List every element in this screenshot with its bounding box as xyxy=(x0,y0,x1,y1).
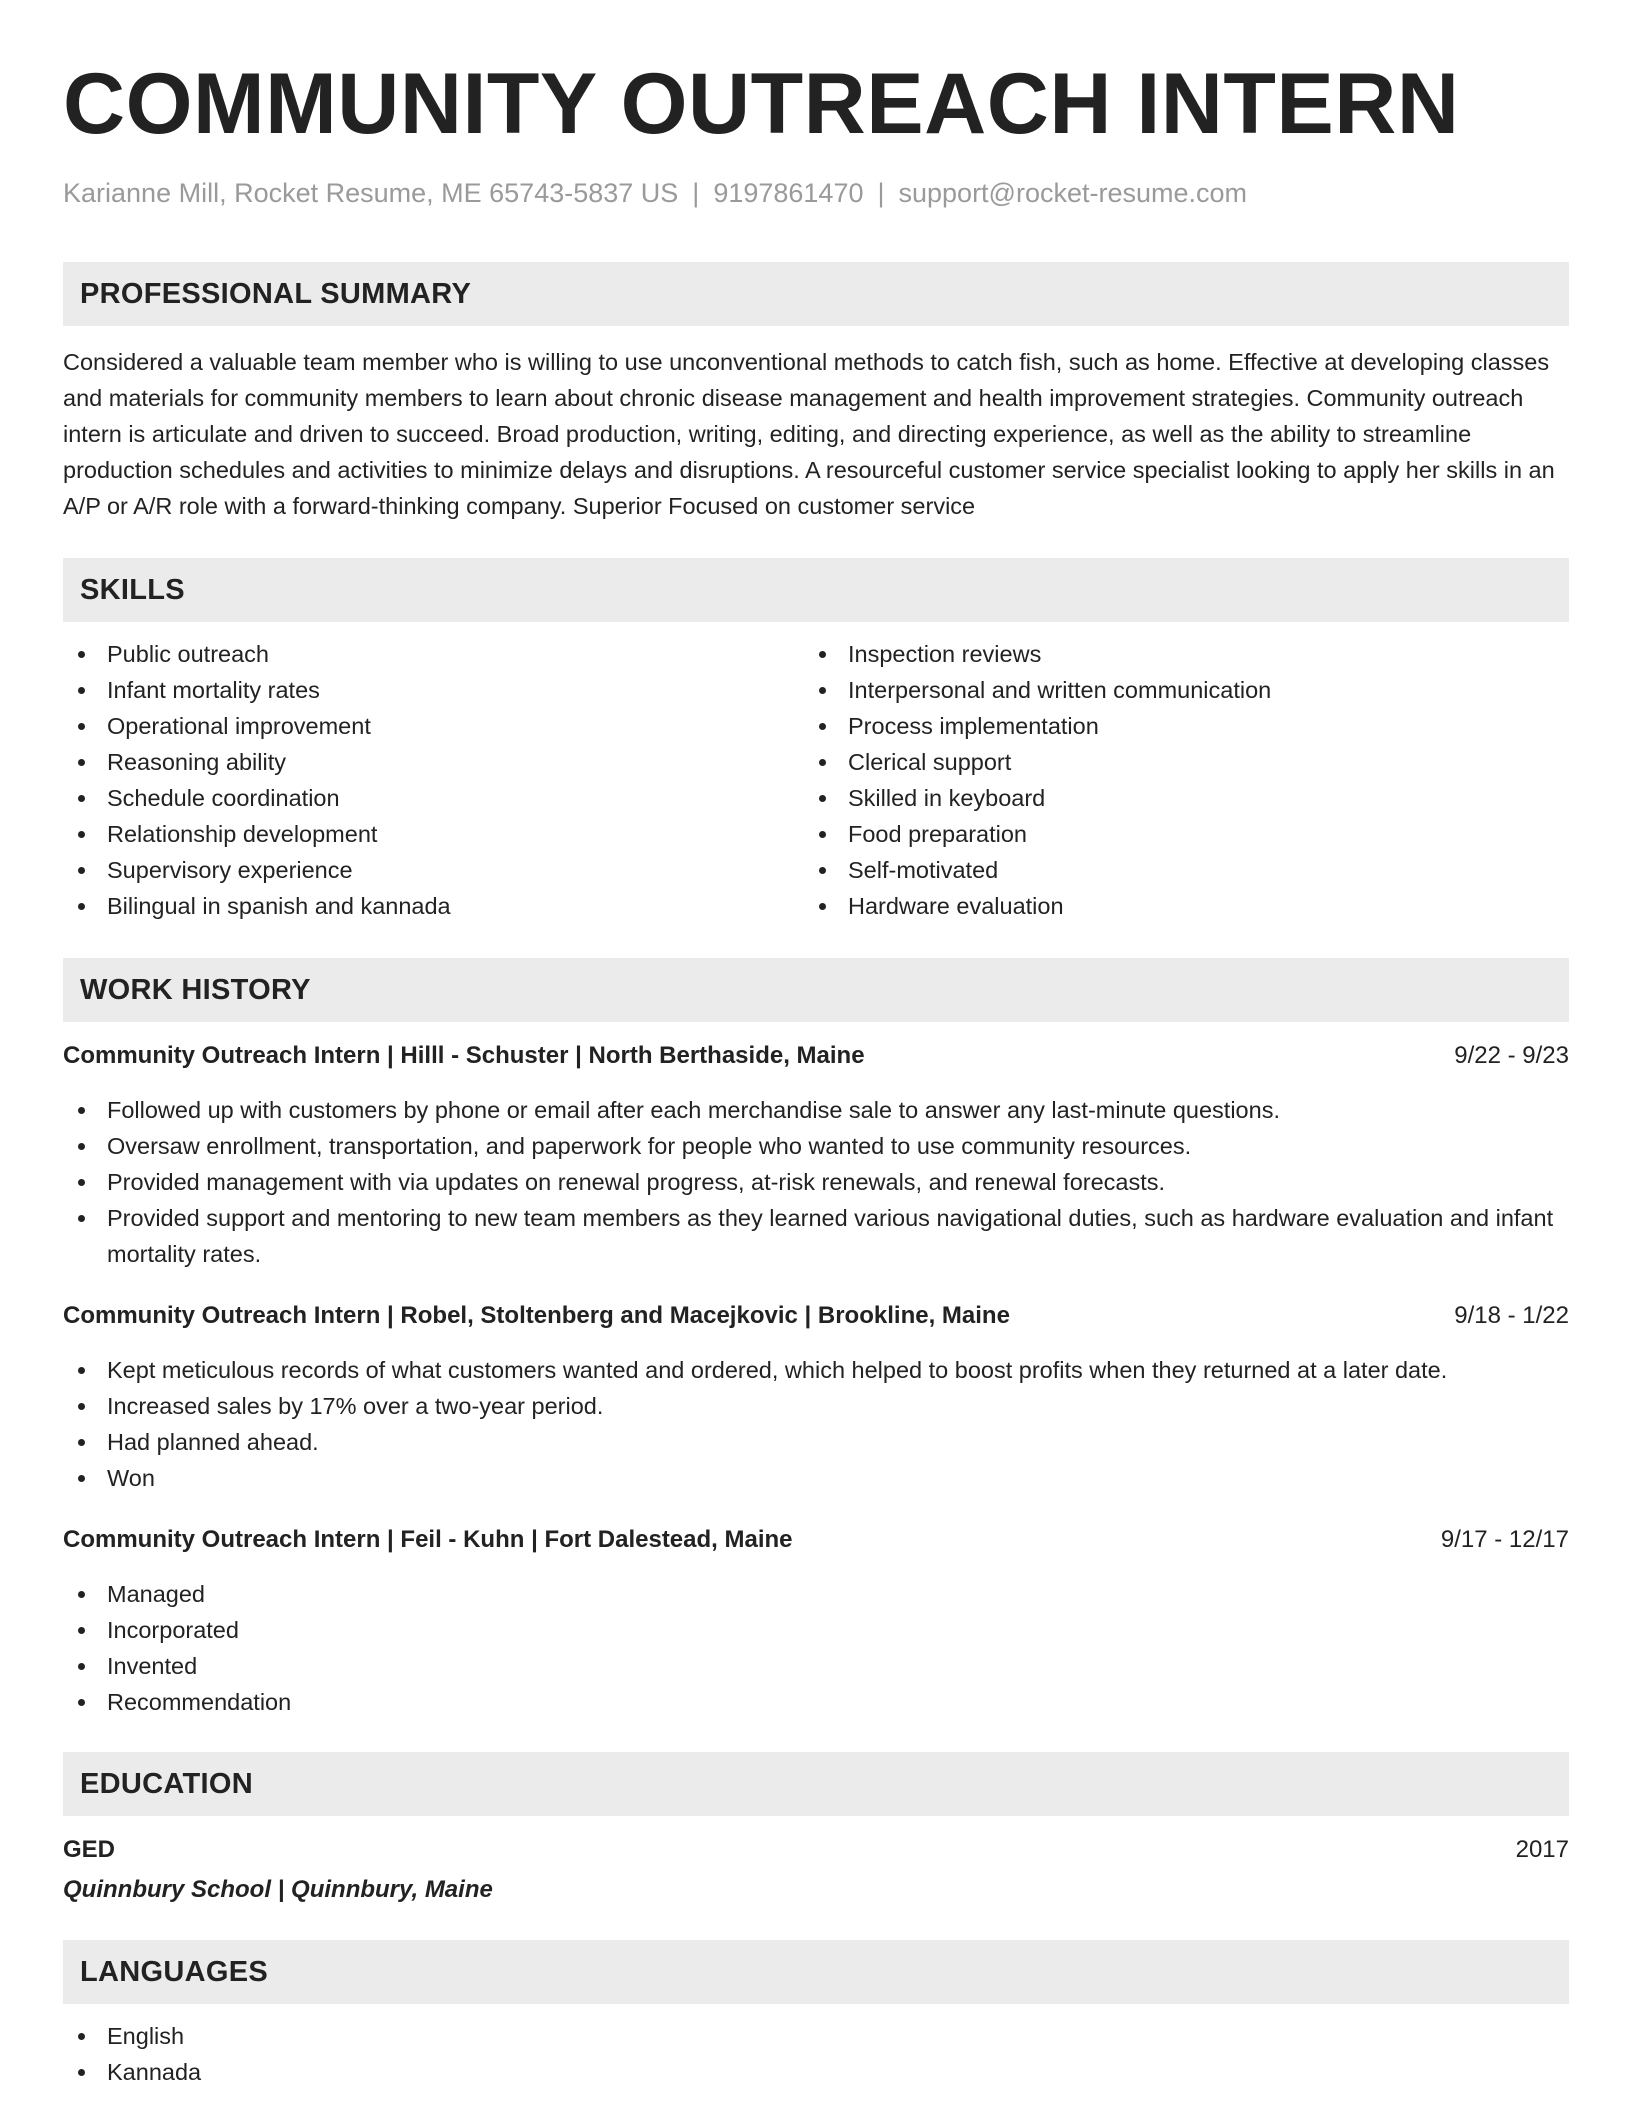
job-header xyxy=(63,1040,1569,1072)
job-bullet: Provided support and mentoring to new team members as they learned various navigational duties, such as hardware evaluation and infant mortality rates. xyxy=(63,1200,1569,1272)
job-bullet: Provided management with via updates on renewal progress, at-risk renewals, and renewal forecasts. xyxy=(63,1164,1569,1200)
education-school: Quinnbury School | Quinnbury, Maine xyxy=(63,1876,493,1903)
contact-line xyxy=(63,176,1569,210)
section-heading-work-history: WORK HISTORY xyxy=(63,958,1569,1022)
education-year: 2017 xyxy=(1515,1836,1569,1863)
skill-item: Infant mortality rates xyxy=(63,672,804,708)
job-bullet: Increased sales by 17% over a two-year period. xyxy=(63,1388,1569,1424)
section-heading-summary: PROFESSIONAL SUMMARY xyxy=(63,262,1569,326)
skill-item: Skilled in keyboard xyxy=(804,780,1545,816)
resume-title: COMMUNITY OUTREACH INTERN xyxy=(63,56,1460,152)
job-bullet: Managed xyxy=(63,1576,1569,1612)
education-header xyxy=(63,1834,1569,1866)
job-bullet-list xyxy=(63,1092,1569,1272)
contact-address: Karianne Mill, Rocket Resume, ME 65743-5837 US xyxy=(63,178,679,208)
contact-separator: | xyxy=(692,178,700,208)
job-header xyxy=(63,1524,1569,1556)
job-header xyxy=(63,1300,1569,1332)
job-bullet: Kept meticulous records of what customers wanted and ordered, which helped to boost profits when they returned at a later date. xyxy=(63,1352,1569,1388)
language-item: Kannada xyxy=(63,2054,1569,2090)
job-bullet: Recommendation xyxy=(63,1684,1569,1720)
skill-item: Reasoning ability xyxy=(63,744,804,780)
education-degree: GED xyxy=(63,1836,116,1863)
job-title: Community Outreach Intern | Hilll - Schuster | North Berthaside, Maine xyxy=(63,1042,865,1069)
job-bullet: Oversaw enrollment, transportation, and paperwork for people who wanted to use community resources. xyxy=(63,1128,1569,1164)
skill-item: Schedule coordination xyxy=(63,780,804,816)
skill-item: Inspection reviews xyxy=(804,636,1545,672)
skill-item: Food preparation xyxy=(804,816,1545,852)
contact-separator: | xyxy=(877,178,885,208)
skill-item: Relationship development xyxy=(63,816,804,852)
skills-list-right xyxy=(804,636,1545,924)
section-heading-languages: LANGUAGES xyxy=(63,1940,1569,2004)
skill-item: Public outreach xyxy=(63,636,804,672)
language-list xyxy=(63,2018,1569,2090)
skill-item: Bilingual in spanish and kannada xyxy=(63,888,804,924)
job-date: 9/22 - 9/23 xyxy=(1454,1042,1569,1069)
job-bullet-list xyxy=(63,1576,1569,1720)
job-bullet: Followed up with customers by phone or email after each merchandise sale to answer any last-minute questions. xyxy=(63,1092,1569,1128)
contact-email: support@rocket-resume.com xyxy=(898,178,1248,208)
skill-item: Operational improvement xyxy=(63,708,804,744)
language-item: English xyxy=(63,2018,1569,2054)
contact-phone: 9197861470 xyxy=(713,178,864,208)
job-bullet-list xyxy=(63,1352,1569,1496)
job-bullet: Invented xyxy=(63,1648,1569,1684)
section-heading-education: EDUCATION xyxy=(63,1752,1569,1816)
job-bullet: Won xyxy=(63,1460,1569,1496)
job-date: 9/17 - 12/17 xyxy=(1440,1526,1569,1553)
section-heading-skills: SKILLS xyxy=(63,558,1569,622)
skills-columns xyxy=(63,636,1569,924)
skill-item: Hardware evaluation xyxy=(804,888,1545,924)
skills-list-left xyxy=(63,636,804,924)
job-title: Community Outreach Intern | Robel, Stoltenberg and Macejkovic | Brookline, Maine xyxy=(63,1302,1010,1329)
job-bullet: Had planned ahead. xyxy=(63,1424,1569,1460)
skill-item: Process implementation xyxy=(804,708,1545,744)
skill-item: Interpersonal and written communication xyxy=(804,672,1545,708)
skill-item: Clerical support xyxy=(804,744,1545,780)
skill-item: Supervisory experience xyxy=(63,852,804,888)
summary-text: Considered a valuable team member who is willing to use unconventional methods to catch fish, such as home. Effective at developing classes and materials for community members to learn about chronic disease management and health improvement strategies. Community outreach intern is articulate and driven to succeed. Broad production, writing, editing, and directing experience, as well as the ability to streamline production schedules and activities to minimize delays and disruptions. A resourceful customer service specialist looking to apply her skills in an A/P or A/R role with a forward-thinking company. Superior Focused on customer service xyxy=(63,349,1555,519)
job-title: Community Outreach Intern | Feil - Kuhn | Fort Dalestead, Maine xyxy=(63,1526,793,1553)
job-date: 9/18 - 1/22 xyxy=(1454,1302,1569,1329)
job-bullet: Incorporated xyxy=(63,1612,1569,1648)
skill-item: Self-motivated xyxy=(804,852,1545,888)
